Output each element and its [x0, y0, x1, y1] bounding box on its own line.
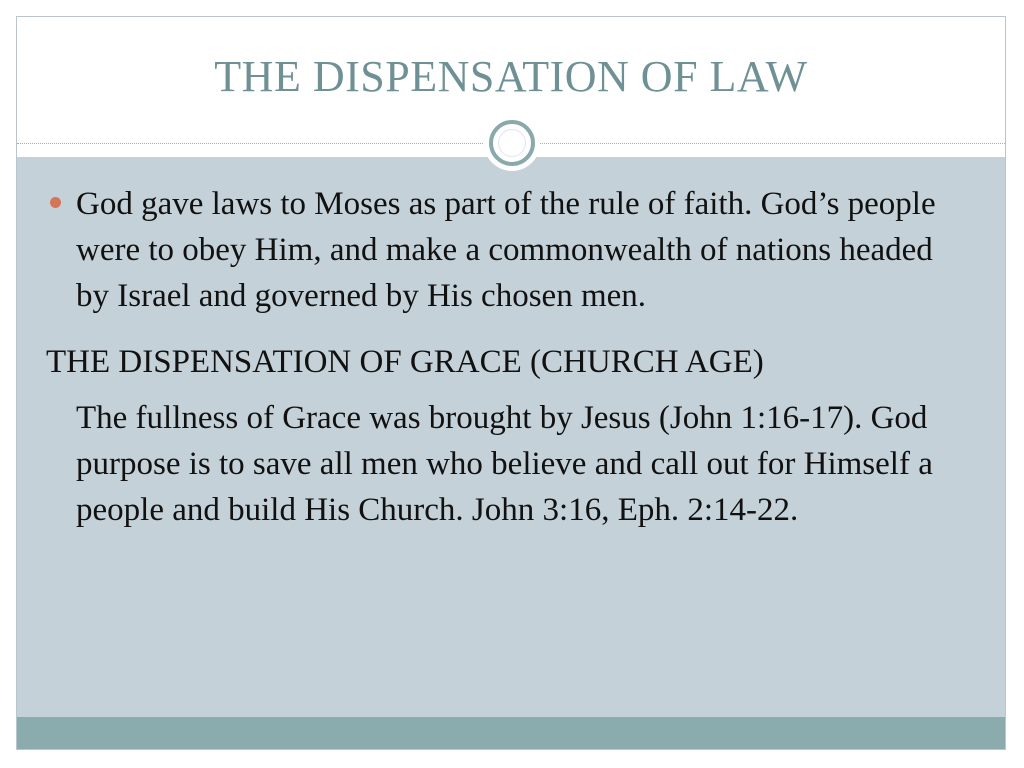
ornament-ring	[489, 120, 535, 166]
ornament-ring-inner	[498, 129, 526, 157]
slide-title: THE DISPENSATION OF LAW	[214, 52, 808, 101]
slide	[16, 16, 1006, 750]
slide-content	[17, 181, 1005, 533]
bullet-text: God gave laws to Moses as part of the rule of faith. God’s people were to obey Him, and make a commonwealth of nations headed by Israel and governed by His chosen men.	[76, 186, 936, 314]
section-heading: THE DISPENSATION OF GRACE (CHURCH AGE)	[46, 344, 764, 380]
circle-ornament-icon	[484, 115, 540, 171]
footer-bar	[17, 717, 1005, 750]
bullet-item	[17, 181, 1005, 319]
bullet-dot-icon	[50, 197, 61, 208]
section-paragraph: The fullness of Grace was brought by Jesus (John 1:16-17). God purpose is to save all men who believe and call out for Himself a people and build His Church. John 3:16, Eph. 2:14-22.	[76, 400, 933, 528]
